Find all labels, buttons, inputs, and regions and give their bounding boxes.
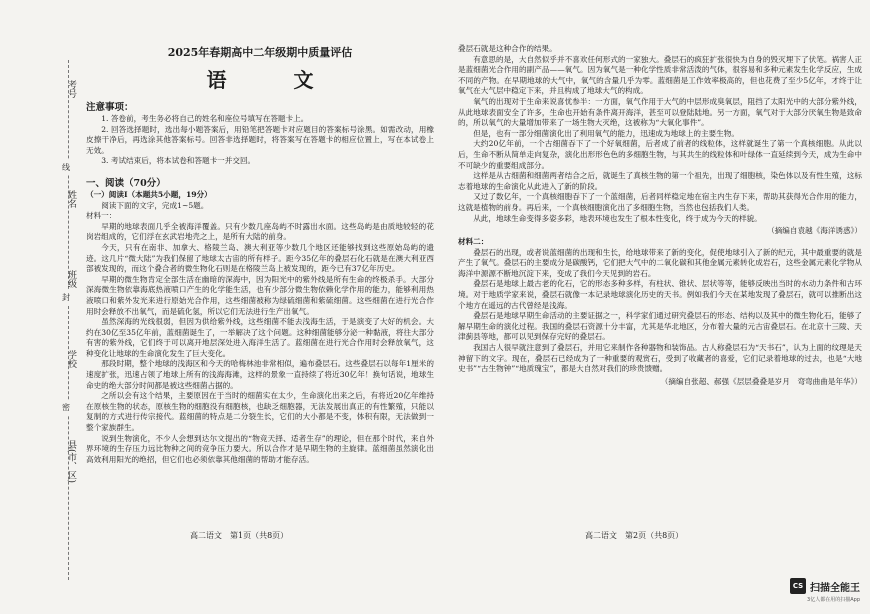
mark-xian: 线 [62,160,70,175]
paragraph: 虽然深海的光线很弱，但因为供给紫外线，这些细菌不能去浅海生活，于是演变了大好的机会。大约在30亿至35亿年前，蓝细菌诞生了，一举解决了这个问题。这种细菌能够分泌一种黏液，将往大部分有害的紫外线，它们终于可以离开地层深处进入海洋生活了。蓝细菌在进行光合作用时会释放氧气，这种变化让地球的生命演化发生了巨大变化。 [86,317,434,358]
watermark-name: 扫描全能王 [810,582,860,594]
mark-mi: 密 [62,400,70,415]
camscanner-icon: CS [790,578,806,594]
label-kaohao: 考号 [66,80,76,98]
paragraph: 之所以会有这个结果，主要原因在于当时的细菌实在太少，生命演化出来之后，有将近20亿年维持在原核生物的状态，原核生物的细胞没有细胞核，也缺乏细胞器，无法发展出真正的有性繁殖，只能以复制的方式进行传宗接代。蓝细菌的特点是二分裂生长，它们的大小都是不变，体积有限，无法做到一整个家族群生。 [86,391,434,433]
label-xianqu: 县(市、区) [66,440,76,484]
watermark-sub: 3亿人都在用的扫描App [807,597,860,603]
label-xuexiao: 学校 [66,350,76,368]
scanner-watermark [790,578,860,603]
source-citation: （摘编自袁越《海洋诱惑》） [767,226,862,236]
paragraph: 叠层石是地球早期生命活动的主要证据之一，科学家们通过研究叠层石的形态、结构以及其中的微生物化石，能够了解早期生命的演化过程。我国的叠层石资源十分丰富，尤其是华北地区，分布着大量的元古宙叠层石。在北京十三陵、天津蓟县等地，都可以见到保存完好的叠层石。 [458,311,862,342]
binding-strip [8,60,78,580]
right-column [458,44,862,388]
page-footer: 高二语文 第2页（共8页） [585,531,684,540]
material-label: 材料二： [458,237,489,247]
paragraph: 早期的地球表面几乎全被海洋覆盖。只有少数几座岛屿不时露出水面。这些岛屿是由质地较轻的花岗岩组成的，它们浮在玄武岩地壳之上，是所有大陆的前身。 [86,221,434,242]
page-right [440,0,870,614]
paragraph: 氧气的出现对于生命来说喜忧参半：一方面，氧气作用于大气的中层形成臭氧层，阻挡了太阳光中的大部分紫外线，从此地球表面安全了许多，生命也开始有条件离开海洋，甚至可以登陆陆地。另一方面，氧气对于大部分厌氧生物是致命的，所以氧气的大量增加带来了一场生物大灭绝，这被称为“大氧化事件”。 [458,96,862,128]
paragraph: 叠层石是地球上最古老的化石，它的形态多种多样，有柱状、锥状、层状等等，能够反映出当时的水动力条件和古环境。对于地质学家来说，叠层石就像一本记录地球演化历史的天书。例如我们今天在某地发现了叠层石，就可以推断出这个地方在遥远的古代曾经是浅海。 [458,279,862,310]
exam-subject: 语 文 [206,68,344,92]
section-heading: 一、阅读（70分） [86,177,166,189]
paragraph: 早期的微生物肯定全部生活在幽暗的深海中，因为阳光中的紫外线是所有生命的终极杀手。大部分深海微生物依靠海底热液喷口产生的化学能生活，也有少部分微生物依赖化学作用的能力，能够利用热液喷口和紫外发光来进行原始光合作用，这些细菌被称为绿硫细菌和紫硫细菌。这些细菌在进行光合作用时会释放不出氧气，而是硫化氢，所以它们无法进行生产出氧气。 [86,274,434,316]
notice-item: 2. 回答选择题时，选出每小题答案后，用铅笔把答题卡对应题目的答案标号涂黑。如需改动，用橡皮擦干净后，再选涂其他答案标号。回答非选择题时，将答案写在答题卡的相应位置上，写在本试卷上无效。 [86,124,434,155]
paragraph: 那段时期，整个地球的浅海区和今天的哈梅林池非常相似，遍布叠层石。这些叠层石以每年1厘米的速度扩张，迅速占领了地球上所有的浅海海滩，这样的景象一直持续了将近30亿年！换句话说，地球生命史的绝大部分时间都是被这些细菌占据的。 [86,359,434,390]
notice-item: 1. 答卷前，考生务必将自己的姓名和座位号填写在答题卡上。 [101,114,309,123]
paragraph: 有意思的是，大自然似乎并不喜欢任何形式的一家独大。叠层石的疯狂扩张很快为自身的毁灭埋下了伏笔。祸害人正是蓝细菌光合作用的副产品——氧气。因为氧气是一种化学性质非常活泼的气体，很容易和多种元素发生化学反应，生成不同的产物。在早期地球的大气中，氧气的含量几乎为零。蓝细菌是工作效率极高的，但也花费了至少5亿年，才终于让氧气在大气层中稳定下来，并且构成了地球大气的构成。 [458,54,862,96]
paragraph: 说到生物演化，不少人会想到达尔文提出的“物竞天择、适者生存”的理论，但在那个时代，来自外界环境的生存压力远比物种之间的竞争压力要大。所以合作才是早期生物的主旋律。蓝细菌虽然演化出高效利用阳光的绝招，但它们也必须依靠其他细菌的帮助才能存活。 [86,433,434,464]
source-citation: （摘编自张超、郝强《层层叠叠是岁月 弯弯曲曲是年华》） [660,376,862,386]
paragraph: 今天，只有在南非、加拿大、格陵兰岛、澳大利亚等少数几个地区还能够找到这些原始岛屿的遗迹。这几片“微大陆”为我们保留了地球太古宙的所有样子。距今35亿年的叠层石化石就是在澳大利亚西部被发现的，而这个叠合者的微生物化石则是在格陵兰岛上被发现的，距今已有37亿年历史。 [86,242,434,274]
paragraph: 又过了数亿年，一个真核细胞吞下了一个蓝细菌，后者同样稳定地在宿主内生存下来，帮助其获得光合作用的能力，这就是植物的前身。再后来，一个真核细胞演化出了多细胞生物，当然也包括我们人类。 [458,192,862,212]
paragraph: 我国古人很早就注意到了叠层石，并用它来制作各种器物和装饰品。古人称叠层石为“天书石”，认为上面的纹理是天神留下的文字。现在，叠层石已经成为了一种重要的观赏石，受到了收藏者的喜爱，它们记录着地球的过去，也是“大地史书”“古生物钟”“地质瑰宝”，都是大自然对我们的珍贵馈赠。 [458,343,862,374]
label-xingming: 姓名 [66,190,76,208]
paragraph: 大约20亿年前，一个古细菌吞下了一个好氧细菌，后者成了前者的线粒体，这样就诞生了第一个真核细胞。从此以后，生命不断从简单走向复杂，演化出形形色色的多细胞生物，与其共生的线粒体和叶绿体一直延续到今天，成为生命中不可缺少的重要组成部分。 [458,139,862,170]
notice-heading: 注意事项： [86,102,134,113]
mark-feng: 封 [62,290,70,305]
exam-title: 2025年春期高中二年级期中质量评估 [167,46,353,59]
instruction: 阅读下面的文字，完成1~5题。 [101,200,209,210]
label-banji: 班级 [66,270,76,288]
paragraph: 叠层石的出现，或者说蓝细菌的出现和生长，给地球带来了新的变化，促使地球引入了新的纪元，其中最重要的就是产生了氧气。叠层石的主要成分是碳酸钙，它们把大气中的二氧化碳和其他金属元素转化成岩石，这些金属元素化学物从海洋中源源不断地沉淀下来，变成了我们今天见到的岩石。 [458,247,862,278]
paragraph: 从此，地球生命变得多姿多彩，地表环境也发生了根本性变化，终于成为今天的样貌。 [473,213,762,223]
page-footer: 高二语文 第1页（共8页） [190,531,289,540]
seal-line [68,60,69,580]
paragraph: 这样是从古细菌和细菌两者结合之后，就诞生了真核生物的第一个祖先，出现了细胞核，染色体以及有性生殖，这标志着地球的生命演化从此进入了新的阶段。 [458,171,862,191]
notice-item: 3. 考试结束后，将本试卷和答题卡一并交回。 [101,156,256,166]
paragraph: 但是，也有一部分细菌演化出了利用氧气的能力，迅速成为地球上的主要生物。 [473,128,739,138]
left-column [86,44,434,465]
subsection-heading: （一）阅读Ⅰ（本题共5小题，19分） [86,189,212,199]
material-label: 材料一： [86,211,117,221]
paragraph: 叠层石就是这种合作的结果。 [458,44,557,53]
